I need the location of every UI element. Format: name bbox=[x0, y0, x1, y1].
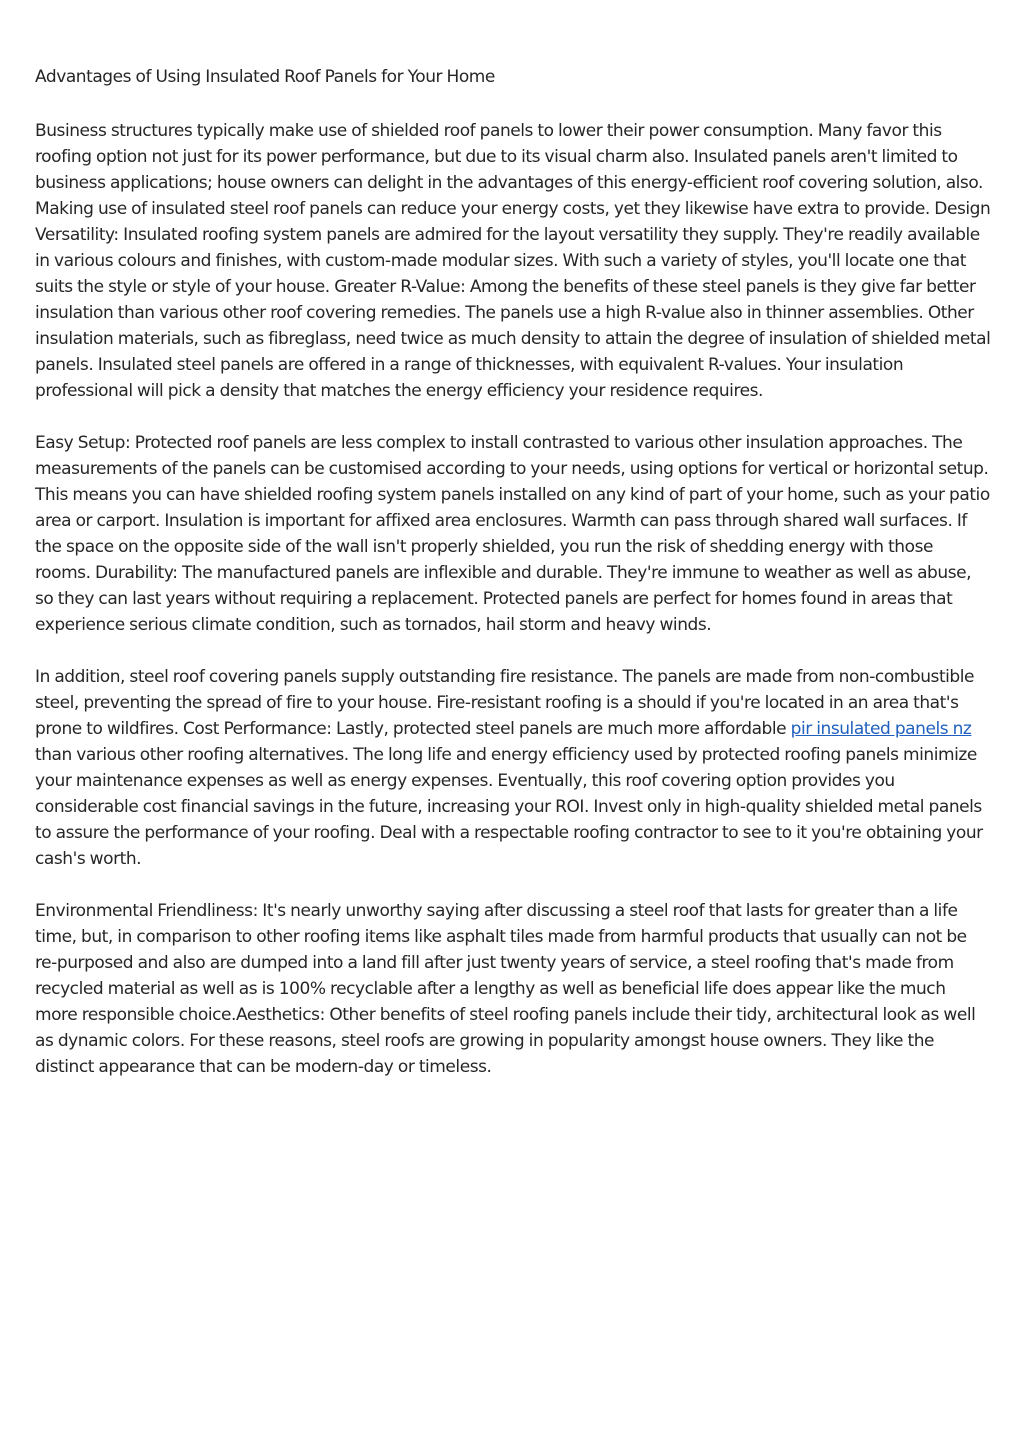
paragraph-fire-resistance-text-start: In addition, steel roof covering panels supply outstanding fire resistance. The panels are made from non-combustible steel, preventing the spread of fire to your house. Fire-resistant roofing is a should if you're located in an area that's prone to wildfires. Cost Performance: Lastly, protected steel panels are much more affordable bbox=[35, 667, 975, 739]
paragraph-fire-resistance bbox=[35, 664, 991, 872]
paragraph-fire-resistance-text-end: than various other roofing alternatives. The long life and energy efficiency used by protected roofing panels minimize your maintenance expenses as well as energy expenses. Eventually, this roof covering option provides you considerable cost financial savings in the future, increasing your ROI. Invest only in high-quality shielded metal panels to assure the performance of your roofing. Deal with a respectable roofing contractor to see to it you're obtaining your cash's worth. bbox=[35, 745, 983, 869]
document-title: Advantages of Using Insulated Roof Panels for Your Home bbox=[35, 67, 495, 87]
pir-insulated-panels-link[interactable]: pir insulated panels nz bbox=[790, 719, 972, 739]
paragraph-environmental-friendliness: Environmental Friendliness: It's nearly unworthy saying after discussing a steel roof that lasts for greater than a life time, but, in comparison to other roofing items like asphalt tiles made from harmful products that usually can not be re-purposed and also are dumped into a land fill after just twenty years of service, a steel roofing that's made from recycled material as well as is 100% recyclable after a lengthy as well as beneficial life does appear like the much more responsible choice.Aesthetics: Other benefits of steel roofing panels include their tidy, architectural look as well as dynamic colors. For these reasons, steel roofs are growing in popularity amongst house owners. They like the distinct appearance that can be modern-day or timeless. bbox=[35, 901, 976, 1077]
paragraph-easy-setup: Easy Setup: Protected roof panels are less complex to install contrasted to various other insulation approaches. The measurements of the panels can be customised according to your needs, using options for vertical or horizontal setup. This means you can have shielded roofing system panels installed on any kind of part of your home, such as your patio area or carport. Insulation is important for affixed area enclosures. Warmth can pass through shared wall surfaces. If the space on the opposite side of the wall isn't properly shielded, you run the risk of shedding energy with those rooms. Durability: The manufactured panels are inflexible and durable. They're immune to weather as well as abuse, so they can last years without requiring a replacement. Protected panels are perfect for homes found in areas that experience serious climate condition, such as tornados, hail storm and heavy winds. bbox=[35, 433, 990, 635]
paragraph-intro-benefits: Business structures typically make use of shielded roof panels to lower their power consumption. Many favor this roofing option not just for its power performance, but due to its visual charm also. Insulated panels aren't limited to business applications; house owners can delight in the advantages of this energy-efficient roof covering solution, also. Making use of insulated steel roof panels can reduce your energy costs, yet they likewise have extra to provide. Design Versatility: Insulated roofing system panels are admired for the layout versatility they supply. They're readily available in various colours and finishes, with custom-made modular sizes. With such a variety of styles, you'll locate one that suits the style or style of your house. Greater R-Value: Among the benefits of these steel panels is they give far better insulation than various other roof covering remedies. The panels use a high R-value also in thinner assemblies. Other insulation materials, such as fibreglass, need twice as much density to attain the degree of insulation of shielded metal panels. Insulated steel panels are offered in a range of thicknesses, with equivalent R-values. Your insulation professional will pick a density that matches the energy efficiency your residence requires. bbox=[35, 121, 991, 401]
document-page bbox=[35, 62, 991, 1106]
